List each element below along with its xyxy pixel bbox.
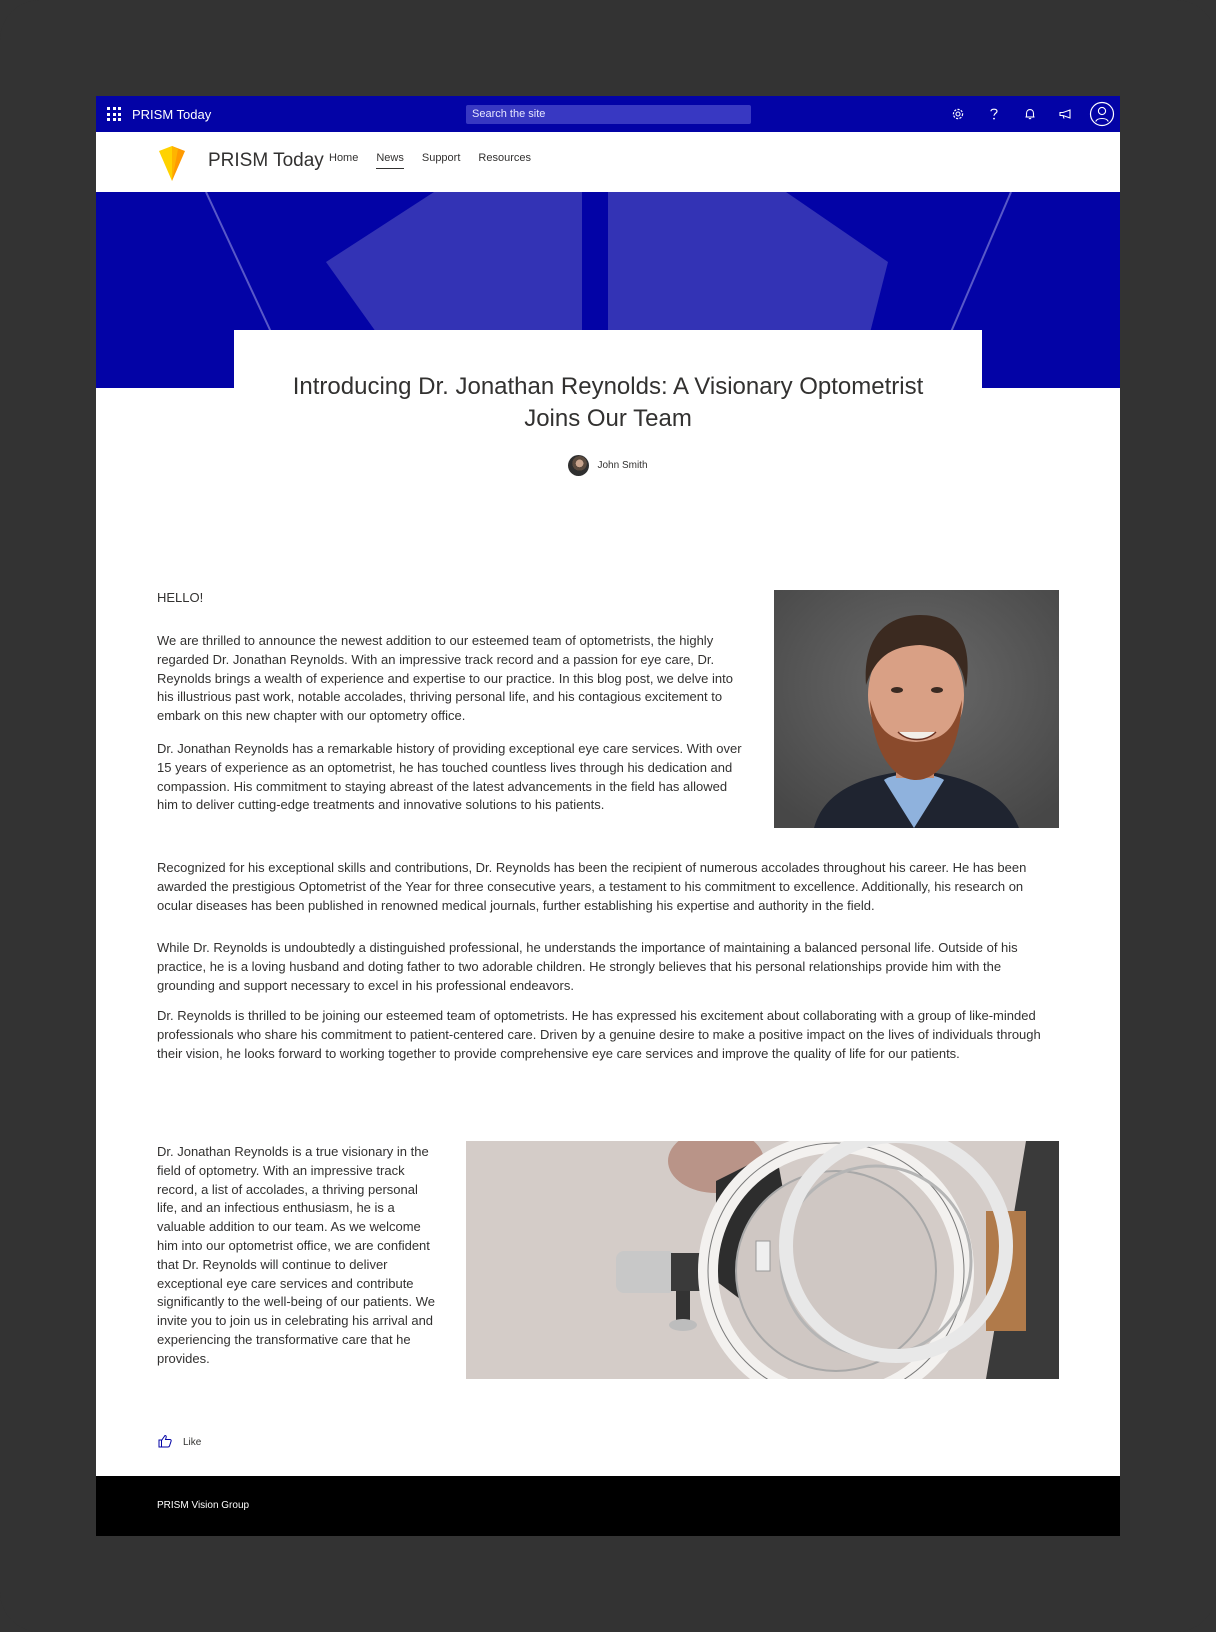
account-icon[interactable] (1084, 96, 1120, 132)
author-name[interactable]: John Smith (597, 460, 648, 471)
greeting-text: HELLO! (157, 590, 204, 605)
thumbs-up-icon[interactable] (157, 1434, 173, 1451)
footer-text: PRISM Vision Group (157, 1500, 250, 1511)
author-byline[interactable] (96, 455, 1120, 476)
article-paragraph: Dr. Reynolds is thrilled to be joining our esteemed team of optometrists. He has expressed his excitement about collaborating with a group of like-minded professionals who share his commitment to patient-centered care. Driven by a genuine desire to make a positive impact on the lives of individuals through their vision, he looks forward to working together to provide comprehensive eye care services and improve the quality of life for our patients. (157, 1008, 1041, 1061)
site-header (96, 132, 1120, 192)
nav-item-news[interactable]: News (376, 152, 404, 169)
article-paragraph: Recognized for his exceptional skills and contributions, Dr. Reynolds has been the recipient of numerous accolades throughout his career. He has been awarded the prestigious Optometrist of the Year for three consecutive years, a testament to his commitment to excellence. Additionally, his research on ocular diseases has been published in renowned medical journals, further establishing his expertise and authority in the field. (157, 860, 1027, 913)
nav-item-resources[interactable]: Resources (478, 152, 531, 164)
article-paragraph: Dr. Jonathan Reynolds is a true visionary in the field of optometry. With an impressive track record, a list of accolades, a thriving personal life, and an infectious enthusiasm, he is a valuable addition to our team. As we welcome him into our optometrist office, we are confident that Dr. Reynolds will continue to deliver exceptional eye care services and contribute significantly to the well-being of our patients. We invite you to join us in celebrating his arrival and experiencing the transformative care that he provides. (157, 1144, 435, 1366)
waffle-icon[interactable] (96, 96, 132, 132)
suite-app-title[interactable]: PRISM Today (132, 106, 212, 122)
like-label[interactable]: Like (183, 1437, 202, 1448)
like-action[interactable] (157, 1434, 201, 1451)
megaphone-icon[interactable] (1048, 96, 1084, 132)
suite-bar (96, 96, 1120, 132)
nav-item-home[interactable]: Home (329, 152, 359, 164)
prism-logo-icon[interactable] (158, 145, 186, 181)
site-footer (96, 1476, 1120, 1536)
browser-screen (96, 96, 1120, 1536)
doctor-portrait-image (774, 590, 1059, 828)
search-input[interactable] (466, 105, 751, 124)
article-paragraph: We are thrilled to announce the newest addition to our esteemed team of optometrists, the highly regarded Dr. Jonathan Reynolds. With an impressive track record and a passion for eye care, Dr. Reynolds brings a wealth of experience and expertise to our practice. In this blog post, we delve into his illustrious past work, notable accolades, thriving personal life, and his contagious excitement to embark on this new chapter with our optometry office. (157, 633, 733, 724)
article-paragraph: Dr. Jonathan Reynolds has a remarkable history of providing exceptional eye care services. With over 15 years of experience as an optometrist, he has touched countless lives through his dedication and compassion. His commitment to staying abreast of the latest advancements in the field has allowed him to deliver cutting-edge treatments and innovative solutions to his patients. (157, 741, 742, 813)
bell-icon[interactable] (1012, 96, 1048, 132)
site-name[interactable]: PRISM Today (208, 150, 324, 171)
page-title: Introducing Dr. Jonathan Reynolds: A Visionary Optometrist Joins Our Team (292, 373, 924, 432)
gear-icon[interactable] (940, 96, 976, 132)
article-paragraph: While Dr. Reynolds is undoubtedly a distinguished professional, he understands the importance of maintaining a balanced personal life. Outside of his practice, he is a loving husband and doting father to two adorable children. He strongly believes that his personal relationships provide him with the grounding and support necessary to excel in his professional endeavors. (157, 940, 1018, 993)
phoropter-image (466, 1141, 1059, 1379)
top-navigation (329, 152, 549, 169)
avatar[interactable] (568, 455, 589, 476)
help-icon[interactable] (976, 96, 1012, 132)
nav-item-support[interactable]: Support (421, 152, 461, 164)
